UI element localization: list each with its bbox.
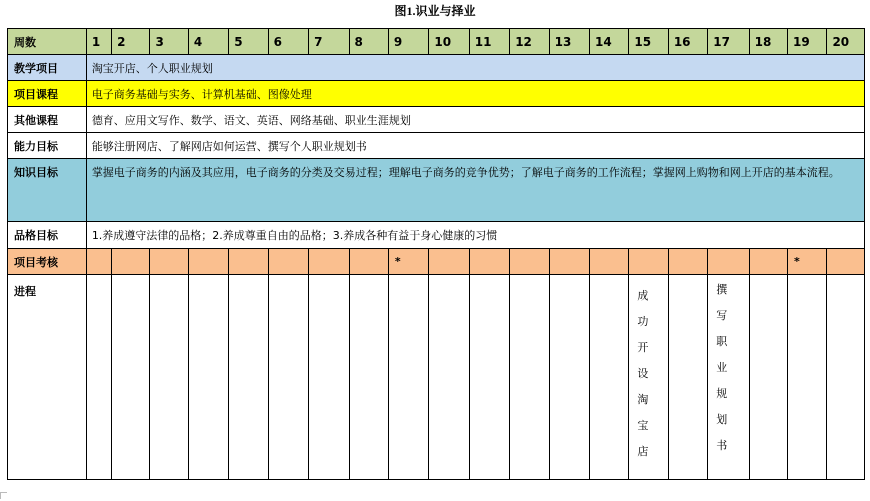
knowledge-label: 知识目标 (8, 159, 87, 222)
progress-week15-char: 宝 (637, 419, 649, 432)
knowledge-row (8, 159, 865, 222)
assess-cell (668, 249, 707, 275)
progress-week17-char: 职 (716, 335, 728, 348)
progress-cell (150, 275, 188, 480)
assess-cell (112, 249, 150, 275)
progress-cell (229, 275, 268, 480)
other-course-content: 德育、应用文写作、数学、语文、英语、网络基础、职业生涯规划 (86, 107, 864, 133)
title-text: 识业与择业 (415, 4, 476, 18)
course-row (8, 81, 865, 107)
ability-row (8, 133, 865, 159)
progress-week15 (629, 275, 668, 480)
assess-cell (708, 249, 749, 275)
progress-week15-char: 淘 (637, 393, 649, 406)
progress-row (8, 275, 865, 480)
progress-week17 (708, 275, 749, 480)
progress-cell (827, 275, 865, 480)
assess-cell (309, 249, 349, 275)
ability-content: 能够注册网店、了解网店如何运营、撰写个人职业规划书 (86, 133, 864, 159)
week-14: 14 (590, 29, 629, 55)
knowledge-content: 掌握电子商务的内涵及其应用，电子商务的分类及交易过程；理解电子商务的竞争优势；了解电子商务的工作流程；掌握网上购物和网上开店的基本流程。 (86, 159, 864, 222)
assess-cell (429, 249, 469, 275)
project-row (8, 55, 865, 81)
week-3: 3 (150, 29, 188, 55)
progress-label: 进程 (8, 275, 87, 480)
progress-cell (429, 275, 469, 480)
assess-cell (229, 249, 268, 275)
week-20: 20 (827, 29, 865, 55)
progress-week17-char: 规 (716, 387, 728, 400)
course-label: 项目课程 (8, 81, 87, 107)
week-15: 15 (629, 29, 668, 55)
progress-cell (549, 275, 589, 480)
assess-cell (86, 249, 111, 275)
page-corner-mark (0, 492, 7, 499)
week-9: 9 (388, 29, 428, 55)
week-4: 4 (188, 29, 228, 55)
progress-week15-char: 功 (637, 315, 649, 328)
progress-cell (510, 275, 549, 480)
week-11: 11 (469, 29, 509, 55)
title-prefix: 图 (394, 4, 407, 18)
week-13: 13 (549, 29, 589, 55)
course-content: 电子商务基础与实务、计算机基础、图像处理 (86, 81, 864, 107)
progress-week17-char: 划 (716, 413, 728, 426)
week-5: 5 (229, 29, 268, 55)
quality-content: 1.养成遵守法律的品格；2.养成尊重自由的品格；3.养成各种有益于身心健康的习惯 (86, 222, 864, 249)
progress-cell (788, 275, 827, 480)
progress-week17-char: 书 (716, 439, 728, 452)
assess-cell (510, 249, 549, 275)
progress-week15-char: 开 (637, 341, 649, 354)
assess-cell (150, 249, 188, 275)
other-course-row (8, 107, 865, 133)
quality-label: 品格目标 (8, 222, 87, 249)
week-6: 6 (268, 29, 308, 55)
progress-week15-char: 店 (637, 445, 649, 458)
schedule-table (7, 28, 865, 480)
header-row (8, 29, 865, 55)
week-17: 17 (708, 29, 749, 55)
title-number: 1. (406, 4, 416, 18)
progress-cell (590, 275, 629, 480)
other-course-label: 其他课程 (8, 107, 87, 133)
assess-cell (469, 249, 509, 275)
week-7: 7 (309, 29, 349, 55)
progress-cell (749, 275, 787, 480)
week-19: 19 (788, 29, 827, 55)
assessment-row (8, 249, 865, 275)
progress-cell (188, 275, 228, 480)
assess-star-week19: * (788, 249, 827, 275)
assess-cell (629, 249, 668, 275)
week-2: 2 (112, 29, 150, 55)
week-16: 16 (668, 29, 707, 55)
assess-cell (749, 249, 787, 275)
assess-cell (549, 249, 589, 275)
week-1: 1 (86, 29, 111, 55)
week-10: 10 (429, 29, 469, 55)
week-18: 18 (749, 29, 787, 55)
ability-label: 能力目标 (8, 133, 87, 159)
progress-week15-char: 成 (637, 289, 649, 302)
assess-star-week9: * (388, 249, 428, 275)
assess-cell (268, 249, 308, 275)
progress-week15-char: 设 (637, 367, 649, 380)
progress-cell (469, 275, 509, 480)
progress-week17-char: 业 (716, 361, 728, 374)
progress-week17-char: 写 (716, 309, 728, 322)
figure-title (0, 2, 870, 19)
assess-cell (349, 249, 388, 275)
progress-cell (349, 275, 388, 480)
week-label: 周数 (8, 29, 87, 55)
week-8: 8 (349, 29, 388, 55)
project-content: 淘宝开店、个人职业规划 (86, 55, 864, 81)
progress-cell (388, 275, 428, 480)
assess-cell (827, 249, 865, 275)
progress-cell (268, 275, 308, 480)
progress-cell (86, 275, 111, 480)
assessment-label: 项目考核 (8, 249, 87, 275)
assess-cell (188, 249, 228, 275)
progress-cell (309, 275, 349, 480)
week-12: 12 (510, 29, 549, 55)
project-label: 教学项目 (8, 55, 87, 81)
quality-row (8, 222, 865, 249)
progress-cell (112, 275, 150, 480)
progress-cell (668, 275, 707, 480)
assess-cell (590, 249, 629, 275)
progress-week17-char: 撰 (716, 283, 728, 296)
